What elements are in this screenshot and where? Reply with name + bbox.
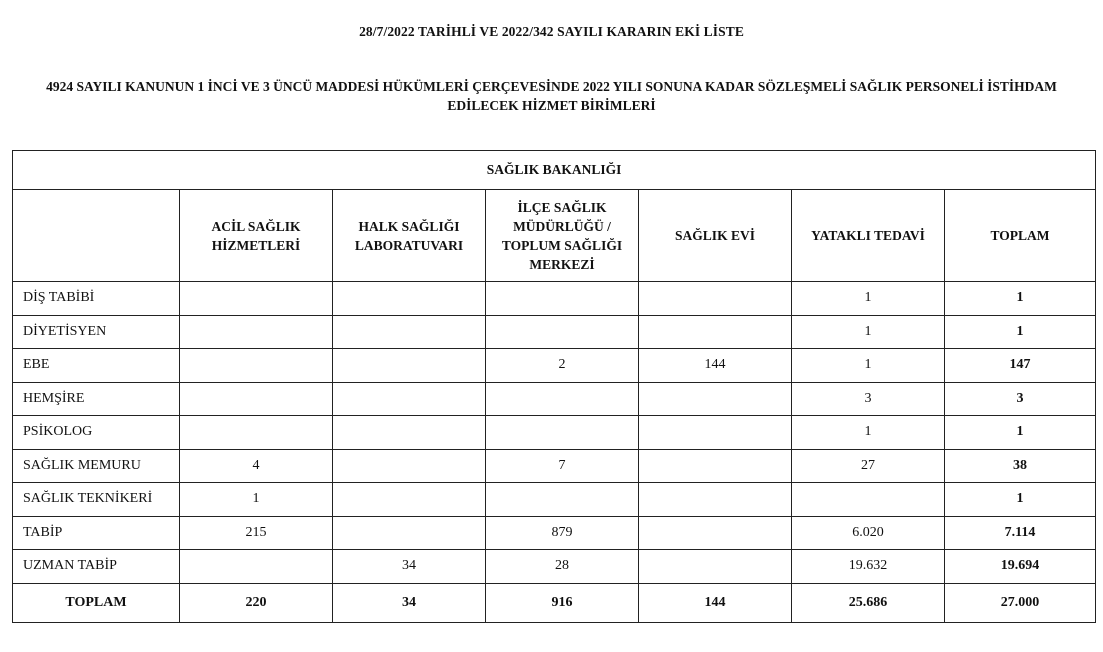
cell-ilce-saglik <box>486 382 639 416</box>
cell-ilce-saglik <box>486 416 639 450</box>
cell-ilce-saglik <box>486 315 639 349</box>
document-subtitle <box>0 77 1103 115</box>
table-row <box>13 516 1096 550</box>
cell-row-total: 1 <box>945 315 1096 349</box>
row-label: UZMAN TABİP <box>13 550 180 584</box>
cell-row-total: 1 <box>945 416 1096 450</box>
cell-acil: 215 <box>180 516 333 550</box>
cell-row-total: 147 <box>945 349 1096 383</box>
cell-halk-sagligi <box>333 483 486 517</box>
cell-acil <box>180 349 333 383</box>
column-header-line: LABORATUVARI <box>354 237 464 253</box>
column-header-line: İLÇE SAĞLIK <box>517 199 607 215</box>
cell-saglik-evi <box>639 483 792 517</box>
table-row <box>13 416 1096 450</box>
cell-saglik-evi <box>639 282 792 316</box>
column-header-line: YATAKLI TEDAVİ <box>811 228 925 243</box>
total-saglik-evi: 144 <box>639 583 792 622</box>
column-header-empty <box>13 190 180 282</box>
cell-acil <box>180 382 333 416</box>
cell-yatakli-tedavi: 1 <box>792 315 945 349</box>
subtitle-line-1: 4924 SAYILI KANUNUN 1 İNCİ VE 3 ÜNCÜ MADDESİ HÜKÜMLERİ ÇERÇEVESİNDE 2022 YILI SONUNA KADAR SÖZLEŞMELİ SAĞLIK PERSONELİ İSTİHDAM <box>46 79 1057 94</box>
cell-saglik-evi <box>639 449 792 483</box>
column-header-saglik-evi <box>639 190 792 282</box>
totals-row <box>13 583 1096 622</box>
row-label: PSİKOLOG <box>13 416 180 450</box>
cell-acil <box>180 315 333 349</box>
total-ilce-saglik: 916 <box>486 583 639 622</box>
table-row <box>13 315 1096 349</box>
column-header-line: TOPLUM SAĞLIĞI <box>501 237 623 253</box>
cell-saglik-evi <box>639 382 792 416</box>
column-header-row <box>13 190 1096 282</box>
column-header-line: TOPLAM <box>990 228 1050 243</box>
cell-yatakli-tedavi: 19.632 <box>792 550 945 584</box>
row-label: DİYETİSYEN <box>13 315 180 349</box>
row-label: SAĞLIK TEKNİKERİ <box>13 483 180 517</box>
column-header-line: MERKEZİ <box>529 256 595 272</box>
cell-yatakli-tedavi <box>792 483 945 517</box>
cell-saglik-evi <box>639 315 792 349</box>
row-label: DİŞ TABİBİ <box>13 282 180 316</box>
column-header-line: SAĞLIK EVİ <box>675 228 755 243</box>
table-row <box>13 382 1096 416</box>
cell-row-total: 1 <box>945 483 1096 517</box>
subtitle-line-2: EDİLECEK HİZMET BİRİMLERİ <box>447 98 656 113</box>
column-header-line: HİZMETLERİ <box>211 237 301 253</box>
cell-acil <box>180 550 333 584</box>
row-label: EBE <box>13 349 180 383</box>
column-header-ilce-saglik <box>486 190 639 282</box>
cell-halk-sagligi <box>333 282 486 316</box>
column-header-yatakli-tedavi <box>792 190 945 282</box>
cell-row-total: 38 <box>945 449 1096 483</box>
cell-saglik-evi <box>639 416 792 450</box>
cell-acil: 4 <box>180 449 333 483</box>
cell-yatakli-tedavi: 1 <box>792 282 945 316</box>
cell-halk-sagligi <box>333 449 486 483</box>
table-row <box>13 349 1096 383</box>
cell-row-total: 19.694 <box>945 550 1096 584</box>
cell-acil <box>180 416 333 450</box>
row-label: HEMŞİRE <box>13 382 180 416</box>
cell-halk-sagligi <box>333 516 486 550</box>
column-header-line: MÜDÜRLÜĞÜ / <box>513 218 611 234</box>
cell-saglik-evi <box>639 550 792 584</box>
column-header-toplam <box>945 190 1096 282</box>
ministry-header: SAĞLIK BAKANLIĞI <box>13 151 1096 190</box>
cell-saglik-evi: 144 <box>639 349 792 383</box>
document-title: 28/7/2022 TARİHLİ VE 2022/342 SAYILI KARARIN EKİ LİSTE <box>359 24 744 39</box>
cell-halk-sagligi <box>333 382 486 416</box>
cell-yatakli-tedavi: 3 <box>792 382 945 416</box>
cell-row-total: 1 <box>945 282 1096 316</box>
cell-row-total: 3 <box>945 382 1096 416</box>
cell-ilce-saglik: 28 <box>486 550 639 584</box>
table-row <box>13 483 1096 517</box>
cell-halk-sagligi <box>333 416 486 450</box>
cell-halk-sagligi <box>333 315 486 349</box>
row-label: SAĞLIK MEMURU <box>13 449 180 483</box>
cell-ilce-saglik: 7 <box>486 449 639 483</box>
table-row <box>13 550 1096 584</box>
row-label: TABİP <box>13 516 180 550</box>
cell-yatakli-tedavi: 1 <box>792 416 945 450</box>
cell-ilce-saglik <box>486 483 639 517</box>
table-row <box>13 282 1096 316</box>
cell-acil <box>180 282 333 316</box>
grand-total: 27.000 <box>945 583 1096 622</box>
column-header-halk-sagligi <box>333 190 486 282</box>
cell-halk-sagligi <box>333 349 486 383</box>
cell-acil: 1 <box>180 483 333 517</box>
total-yatakli-tedavi: 25.686 <box>792 583 945 622</box>
table-row <box>13 449 1096 483</box>
column-header-line: HALK SAĞLIĞI <box>358 218 460 234</box>
cell-yatakli-tedavi: 6.020 <box>792 516 945 550</box>
total-halk-sagligi: 34 <box>333 583 486 622</box>
column-header-acil <box>180 190 333 282</box>
column-header-line: ACİL SAĞLIK <box>211 218 301 234</box>
totals-label: TOPLAM <box>13 583 180 622</box>
cell-ilce-saglik <box>486 282 639 316</box>
cell-yatakli-tedavi: 27 <box>792 449 945 483</box>
cell-halk-sagligi: 34 <box>333 550 486 584</box>
cell-saglik-evi <box>639 516 792 550</box>
total-acil: 220 <box>180 583 333 622</box>
cell-yatakli-tedavi: 1 <box>792 349 945 383</box>
staffing-table <box>12 150 1096 623</box>
cell-ilce-saglik: 879 <box>486 516 639 550</box>
cell-ilce-saglik: 2 <box>486 349 639 383</box>
cell-row-total: 7.114 <box>945 516 1096 550</box>
